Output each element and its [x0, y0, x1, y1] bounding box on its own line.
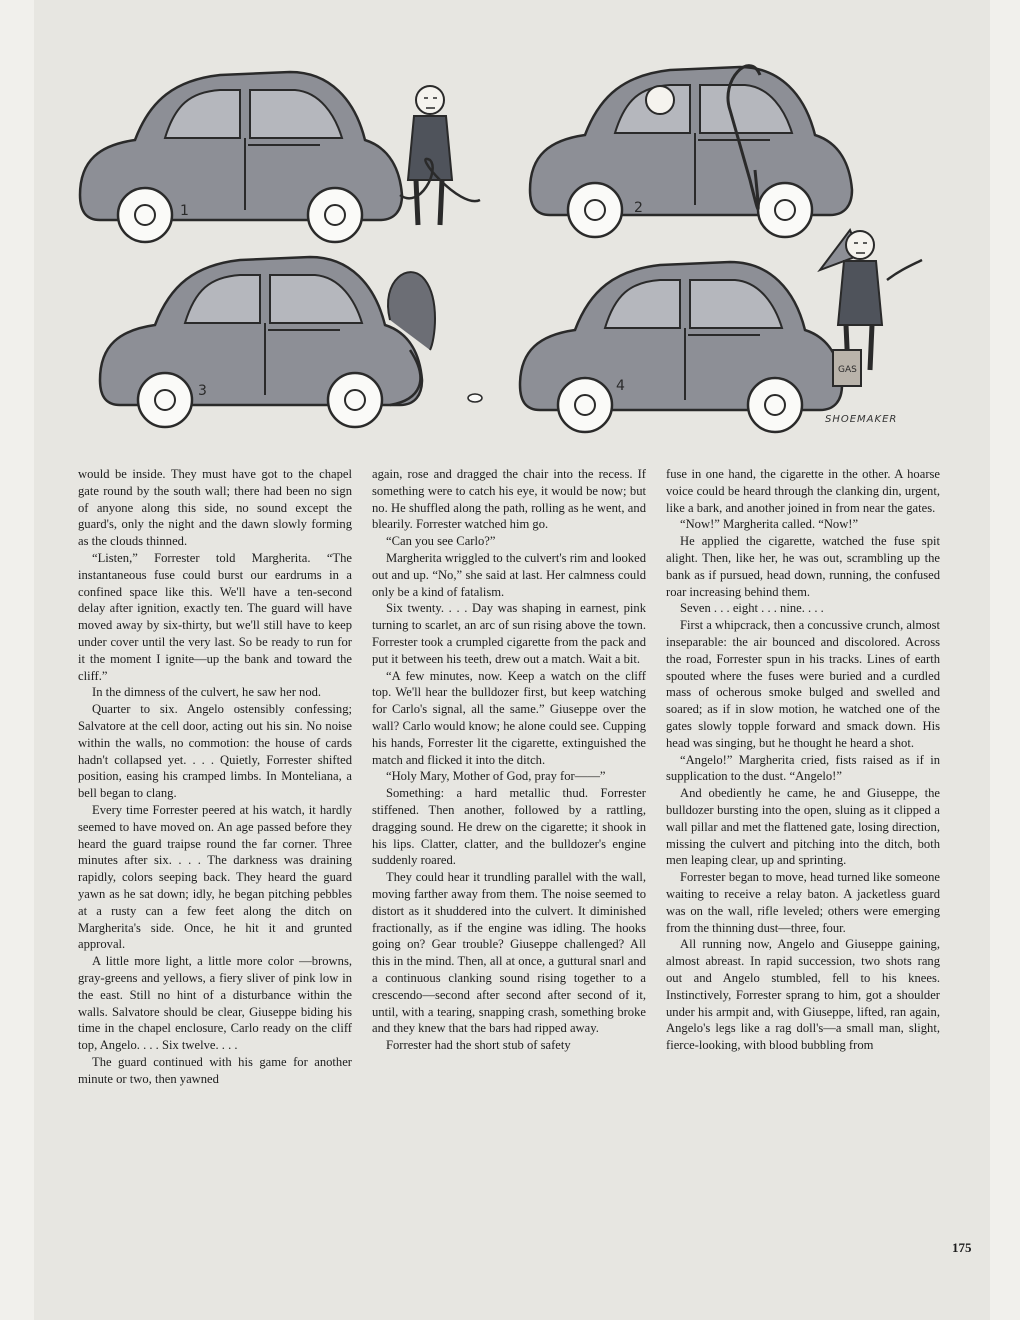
page-margin-left: [0, 0, 34, 1320]
paragraph: A little more light, a little more color —browns, gray-greens and yellows, a fiery sliver of pink low in the east. Still no hint of a disturbance within the walls. Salvatore should be clear, Giuseppe biding his time in the chapel enclosure, Carlo ready on the cliff top, Angelo. . . . Six twelve. . . .: [78, 954, 352, 1053]
paragraph: The guard continued with his game for another minute or two, then yawned: [78, 1054, 352, 1086]
paragraph: First a whipcrack, then a concussive crunch, almost inseparable: the air bounced and discolored. Across the road, Forrester spun in his tracks. Lines of earth spouted where the fuses were buried and a curdled mass of ocherous smoke bulged and swelled and soared; as if in slow motion, he watched one of the gates slowly topple forward and smack down. His head was singing, but he thought he heard a shot.: [666, 618, 940, 750]
paragraph: Quarter to six. Angelo ostensibly confessing; Salvatore at the cell door, acting out his sin. No noise within the walls, no commotion: the house of cards hadn't collapsed yet. . . . Quietly, Forrester shifted position, easing his cramped limbs. In Monteliana, a bell began to clang.: [78, 702, 352, 801]
paragraph: Seven . . . eight . . . nine. . . .: [680, 601, 824, 616]
cartoon-panel-3: [100, 257, 482, 427]
svg-text:GAS: GAS: [838, 365, 857, 375]
cartoon-illustration: [60, 20, 960, 440]
paragraph: Forrester began to move, head turned like someone waiting to receive a relay baton. A jacketless guard was on the wall, rifle leveled; others were emerging from the thinning dust—three, four.: [666, 870, 940, 935]
article-body: [78, 466, 940, 1266]
paragraph: In the dimness of the culvert, he saw her nod.: [92, 685, 322, 700]
svg-text:3: 3: [198, 383, 207, 399]
paragraph: “A few minutes, now. Keep a watch on the cliff top. We'll hear the bulldozer first, but keep watching for Carlo's signal, all the same.” Giuseppe over the wall? Carlo would know; he alone could see. Cupping his hands, Forrester lit the cigarette, extinguished the match and flicked it into the ditch.: [372, 668, 646, 767]
svg-text:4: 4: [616, 378, 625, 394]
cartoon-panel-4: [520, 230, 922, 432]
text-column-3: [666, 466, 940, 1266]
paragraph: Margherita wriggled to the culvert's rim and looked out and up. “No,” she said at last. Her calmness could only be a kind of fatalism.: [372, 550, 646, 599]
paragraph: Forrester had the short stub of safety: [386, 1038, 571, 1053]
text-column-2: [372, 466, 646, 1266]
page-margin-right: [990, 0, 1020, 1320]
paragraph: All running now, Angelo and Giuseppe gaining, almost abreast. In rapid succession, two shots rang out and Angelo stumbled, fell to his knees. Instinctively, Forrester sprang to him, got a shoulder under his armpit and, with Giuseppe, lifted, ran again, Angelo's legs like a rag doll's—a small man, slight, fierce-looking, with blood bubbling from: [666, 937, 940, 1053]
paragraph: fuse in one hand, the cigarette in the other. A hoarse voice could be heard through the clanking din, urgent, like a bark, and another joined in from near the gates.: [666, 467, 940, 515]
paragraph: “Now!” Margherita called. “Now!”: [680, 517, 859, 532]
paragraph: Something: a hard metallic thud. Forrester stiffened. Then another, followed by a rattling, dragging sound. He drew on the cigarette; it shook in his lips. Clatter, clatter, and the bulldozer's engine suddenly roared.: [372, 786, 646, 868]
paragraph: “Can you see Carlo?”: [386, 534, 496, 549]
artist-signature: SHOEMAKER: [825, 414, 898, 425]
paragraph: would be inside. They must have got to the chapel gate round by the south wall; there had been no sign of anyone along this side, no sound except the guard's, only the night and the dawn slowly forming as the clouds thinned.: [78, 467, 352, 549]
page-number: 175: [952, 1240, 972, 1255]
paragraph: “Holy Mary, Mother of God, pray for——”: [386, 769, 606, 784]
paragraph: He applied the cigarette, watched the fuse spit alight. Then, like her, he was out, scrambling up the bank as if pursued, head down, running, the confused roar increasing behind them.: [666, 534, 940, 599]
svg-text:1: 1: [180, 203, 189, 219]
paragraph: And obediently he came, he and Giuseppe, the bulldozer bursting into the open, sluing as it clipped a wall pillar and met the flattened gate, losing direction, missing the culvert and pitching into the ditch, both men leaping clear, up and sprinting.: [666, 786, 940, 868]
cartoon-panel-1: [80, 72, 480, 242]
paragraph: “Listen,” Forrester told Margherita. “The instantaneous fuse could burst our eardrums in a confined space like this. We'll have a ten-second delay after ignition, exactly ten. The guard will have moved away by six-thirty, but we'll still have to keep under cover until the very last. So be ready to run for it the moment I ignite—up the bank and toward the cliff.”: [78, 550, 352, 683]
paragraph: Six twenty. . . . Day was shaping in earnest, pink turning to scarlet, an arc of sun rising above the town. Forrester took a crumpled cigarette from the pack and put it between his teeth, drew out a match. Wait a bit.: [372, 601, 646, 666]
cartoon-panel-2: [530, 66, 852, 237]
paragraph: They could hear it trundling parallel with the wall, moving farther away from them. The noise seemed to distort as it shuddered into the culvert. It diminished fractionally, as if the engine was idling. The hooks going on? Gear trouble? Giuseppe challenged? All this in the mind. Then, all at once, a guttural snarl and a continuous clanking sound rising together to a crescendo—second after second after second of it, until, with a tearing, snapping crash, something broke and they knew that the bars had ripped away.: [372, 870, 646, 1036]
paragraph: again, rose and dragged the chair into the recess. If something were to catch his eye, it would be now; but no. He shuffled along the path, rolling as he went, and blearily. Forrester watched him go.: [372, 467, 646, 532]
svg-text:2: 2: [634, 200, 643, 216]
text-column-1: [78, 466, 352, 1266]
paragraph: “Angelo!” Margherita cried, fists raised as if in supplication to the dust. “Angelo!”: [666, 752, 940, 784]
paragraph: Every time Forrester peered at his watch, it hardly seemed to have moved on. An age passed before they heard the guard traipse round the far corner. Three minutes after six. . . . The darkness was draining rapidly, colors seeping back. They heard the guard yawn as he sat down; idly, he began pitching pebbles at a rusty can a few feet along the ditch on Margherita's side. Once, he hit it and grunted approval.: [78, 802, 352, 952]
